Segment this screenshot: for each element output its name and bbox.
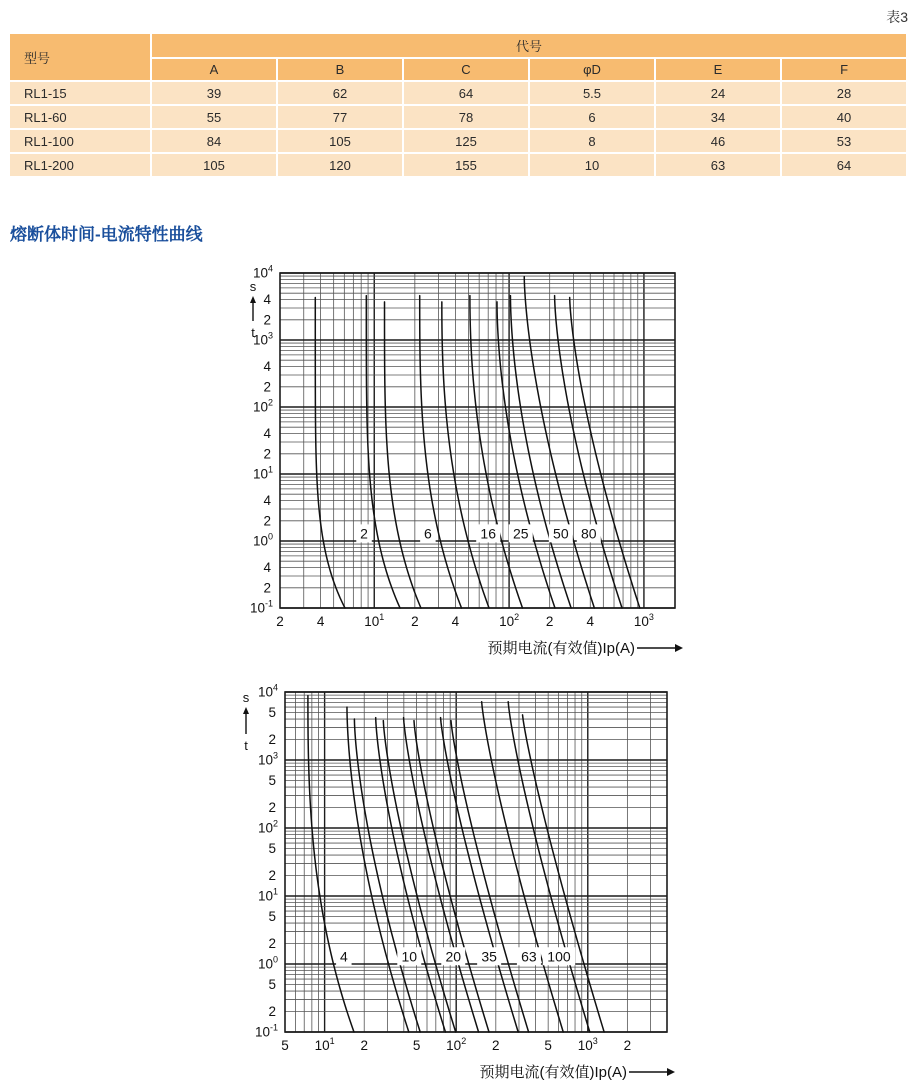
y-tick-label: 2: [263, 446, 271, 462]
table-row: [9, 153, 907, 177]
value-cell: 63: [655, 153, 781, 177]
x-tick-label: 4: [586, 614, 595, 629]
x-tick-label: 4: [316, 614, 325, 629]
x-tick-label: $10^2$: [446, 1036, 467, 1053]
value-cell: 10: [529, 153, 655, 177]
value-cell: 120: [277, 153, 403, 177]
y-tick-label: $10^4$: [252, 263, 273, 281]
value-cell: 39: [151, 81, 277, 105]
x-tick-label: $10^3$: [633, 612, 654, 629]
section-title: 熔断体时间-电流特性曲线: [10, 225, 203, 244]
model-cell: RL1-15: [9, 81, 151, 105]
y-tick-label: 4: [263, 359, 271, 375]
y-tick-label: 2: [268, 1004, 276, 1020]
fuse-curve-25A: [497, 302, 555, 608]
y-axis-arrow-icon: [250, 296, 256, 303]
value-cell: 105: [277, 129, 403, 153]
y-axis-unit-s: s: [242, 690, 250, 705]
y-tick-label: $10^{-1}$: [254, 1022, 278, 1040]
value-cell: 62: [277, 81, 403, 105]
column-header-E: E: [655, 58, 781, 81]
y-axis-unit-s: s: [249, 279, 257, 294]
y-tick-label: 4: [263, 292, 271, 308]
column-header-F: F: [781, 58, 907, 81]
y-tick-label: 2: [268, 732, 276, 748]
curve-label: 63: [521, 948, 537, 965]
fuse-curve-63A: [482, 702, 564, 1032]
code-group-header: 代号: [151, 33, 907, 58]
value-cell: 105: [151, 153, 277, 177]
curve-label: 100: [547, 948, 571, 965]
y-tick-label: $10^3$: [257, 750, 278, 768]
table-row: [9, 105, 907, 129]
table-row: [9, 81, 907, 105]
model-cell: RL1-60: [9, 105, 151, 129]
curve-label: 2: [360, 525, 368, 542]
y-tick-label: $10^{-1}$: [249, 598, 273, 616]
value-cell: 5.5: [529, 81, 655, 105]
x-tick-label: 5: [412, 1038, 421, 1053]
model-column-header: 型号: [9, 33, 151, 81]
column-header-A: A: [151, 58, 277, 81]
column-header-φD: φD: [529, 58, 655, 81]
model-cell: RL1-100: [9, 129, 151, 153]
y-tick-label: $10^1$: [257, 886, 278, 904]
x-tick-label: 2: [411, 614, 419, 629]
value-cell: 64: [781, 153, 907, 177]
y-tick-label: $10^0$: [252, 531, 273, 549]
y-tick-label: 2: [268, 868, 276, 884]
y-tick-label: 4: [263, 493, 271, 509]
x-tick-label: $10^1$: [364, 612, 385, 629]
column-header-B: B: [277, 58, 403, 81]
x-tick-label: $10^2$: [499, 612, 520, 629]
y-tick-label: 5: [268, 772, 276, 788]
y-tick-label: 5: [268, 908, 276, 924]
x-tick-label: 5: [281, 1038, 289, 1053]
y-tick-label: 5: [268, 704, 276, 720]
x-tick-label: $10^1$: [314, 1036, 335, 1053]
value-cell: 78: [403, 105, 529, 129]
curve-label: 35: [481, 948, 497, 965]
curve-label: 4: [339, 948, 348, 965]
curve-label: 25: [512, 525, 529, 542]
y-axis-arrow-icon: [243, 707, 249, 714]
x-tick-label: 2: [276, 614, 284, 629]
x-tick-label: 2: [545, 614, 554, 629]
y-tick-label: 5: [268, 840, 276, 856]
curve-label: 6: [424, 525, 432, 542]
curve-label: 80: [580, 525, 597, 542]
y-axis-unit-t: t: [244, 738, 248, 753]
curve-label: 50: [553, 525, 569, 542]
x-tick-label: 5: [544, 1038, 552, 1053]
value-cell: 28: [781, 81, 907, 105]
fuse-curve: [451, 721, 529, 1032]
y-tick-label: $10^2$: [252, 397, 273, 415]
value-cell: 84: [151, 129, 277, 153]
table-row: [9, 129, 907, 153]
y-tick-label: 2: [263, 580, 271, 596]
time-current-chart-2: [225, 678, 705, 1082]
value-cell: 6: [529, 105, 655, 129]
y-tick-label: 4: [263, 560, 271, 576]
y-tick-label: $10^3$: [252, 330, 273, 348]
y-tick-label: 5: [268, 976, 276, 992]
curve-label: 20: [445, 948, 462, 965]
y-tick-label: $10^2$: [257, 818, 278, 836]
x-axis-arrow-icon: [667, 1068, 675, 1076]
curve-label: 10: [401, 948, 418, 965]
x-axis-title: 预期电流(有效值)Ip(A): [479, 1064, 627, 1081]
y-tick-label: 2: [268, 936, 276, 952]
value-cell: 34: [655, 105, 781, 129]
y-tick-label: $10^4$: [257, 682, 278, 700]
value-cell: 8: [529, 129, 655, 153]
x-tick-label: 2: [623, 1038, 632, 1053]
y-tick-label: $10^1$: [252, 464, 273, 482]
y-tick-label: 4: [263, 426, 271, 442]
column-header-C: C: [403, 58, 529, 81]
fuse-curve: [442, 302, 489, 608]
value-cell: 64: [403, 81, 529, 105]
fuse-curve: [385, 302, 421, 608]
y-axis-unit-t: t: [251, 325, 255, 340]
y-tick-label: 2: [268, 800, 276, 816]
fuse-curve-4A: [347, 707, 409, 1032]
value-cell: 24: [655, 81, 781, 105]
table-caption: 表3: [886, 9, 908, 25]
time-current-chart-1: [225, 258, 705, 660]
dimension-table: [8, 32, 908, 178]
y-tick-label: $10^0$: [257, 954, 278, 972]
value-cell: 53: [781, 129, 907, 153]
value-cell: 77: [277, 105, 403, 129]
y-tick-label: 2: [263, 312, 271, 328]
x-tick-label: 2: [360, 1038, 368, 1053]
fuse-curve: [414, 721, 489, 1032]
x-tick-label: $10^3$: [577, 1036, 598, 1053]
value-cell: 40: [781, 105, 907, 129]
x-axis-arrow-icon: [675, 644, 683, 652]
value-cell: 125: [403, 129, 529, 153]
x-tick-label: 4: [451, 614, 460, 629]
value-cell: 55: [151, 105, 277, 129]
x-axis-title: 预期电流(有效值)Ip(A): [487, 640, 635, 657]
y-tick-label: 2: [263, 513, 271, 529]
model-cell: RL1-200: [9, 153, 151, 177]
x-tick-label: 2: [492, 1038, 500, 1053]
value-cell: 155: [403, 153, 529, 177]
y-tick-label: 2: [263, 379, 271, 395]
curve-label: 16: [480, 525, 496, 542]
value-cell: 46: [655, 129, 781, 153]
